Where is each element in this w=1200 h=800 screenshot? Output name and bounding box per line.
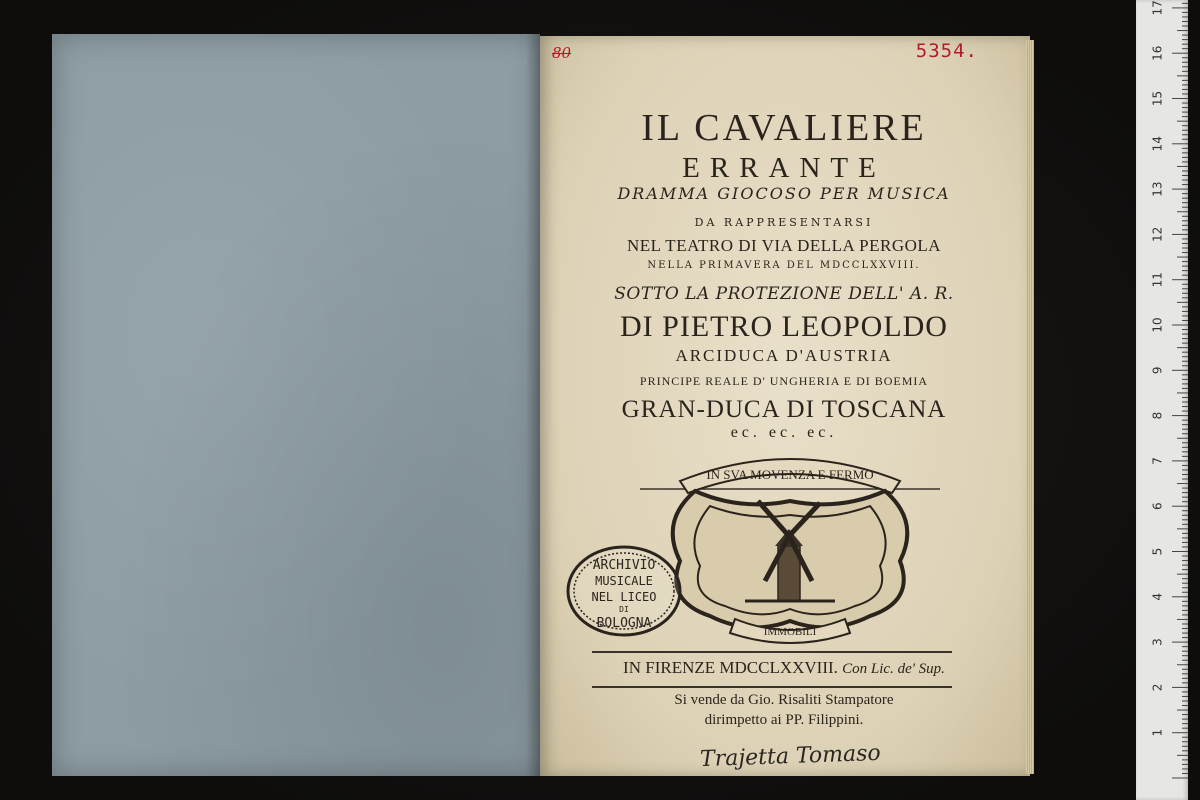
library-stamp [564, 541, 684, 641]
ruler-number: 10 [1150, 317, 1165, 333]
stamp-line-5: BOLOGNA [596, 616, 652, 631]
ruler-number: 13 [1150, 181, 1165, 197]
sheet-number: 80 [552, 44, 572, 62]
ruler-number: 3 [1150, 638, 1165, 646]
stamp-line-3: NEL LICEO [591, 590, 657, 604]
seller-line-1: Si vende da Gio. Risaliti Stampatore [674, 692, 894, 708]
subtitle: DRAMMA GIOCOSO PER MUSICA [617, 184, 951, 203]
blue-paper-cover [52, 34, 540, 776]
imprint-line [540, 658, 1028, 678]
handwritten-signature: Trajetta Tomaso [699, 740, 882, 773]
ruler-number: 7 [1150, 457, 1165, 465]
ruler-number: 5 [1150, 547, 1165, 556]
title-line-2: ERRANTE [682, 152, 886, 184]
ruler-number: 9 [1150, 366, 1165, 375]
ruler-number: 14 [1150, 136, 1165, 152]
stamp-line-2: MUSICALE [595, 574, 653, 588]
line-pietro-leopoldo: DI PIETRO LEOPOLDO [620, 310, 948, 343]
seller-line-2: dirimpetto ai PP. Filippini. [704, 712, 864, 728]
ruler-number: 4 [1150, 592, 1165, 601]
title-page [540, 36, 1028, 776]
emblem-motto-bottom: IMMOBILI [763, 626, 817, 638]
inventory-number: 5354. [915, 40, 978, 62]
ruler-number: 2 [1150, 683, 1165, 692]
page-edges [1026, 40, 1034, 774]
stamp-line-1: ARCHIVIO [592, 558, 656, 573]
imprint-license: Con Lic. de' Sup. [842, 661, 945, 677]
line-granduca: GRAN-DUCA DI TOSCANA [621, 396, 947, 423]
emblem-motto-top: IN SVA MOVENZA E FERMO [706, 467, 874, 482]
line-protezione: SOTTO LA PROTEZIONE DELL' A. R. [614, 284, 954, 304]
stamp-line-4: DI [619, 605, 629, 614]
ruler-number: 17 [1150, 0, 1165, 16]
line-principe: PRINCIPE REALE D' UNGHERIA E DI BOEMIA [639, 374, 929, 388]
ruler-number: 11 [1150, 272, 1165, 288]
line-ec: ec. ec. ec. [730, 424, 838, 441]
imprint-city: IN FIRENZE MDCCLXXVIII. [623, 658, 838, 677]
ruler-number: 8 [1150, 411, 1165, 420]
imprint-rule-top [592, 651, 952, 653]
title-line-1: IL CAVALIERE [641, 107, 927, 149]
ruler-number: 6 [1150, 502, 1165, 511]
line-primavera: NELLA PRIMAVERA DEL MDCCLXXVIII. [647, 260, 921, 271]
ruler-scale [1136, 0, 1188, 800]
line-arciduca: ARCIDUCA D'AUSTRIA [675, 346, 893, 365]
measuring-ruler [1136, 0, 1188, 800]
printer-emblem [640, 441, 940, 646]
line-teatro: NEL TEATRO DI VIA DELLA PERGOLA [626, 236, 942, 255]
imprint-rule-bottom [592, 686, 952, 688]
line-rappresentarsi: DA RAPPRESENTARSI [694, 216, 874, 229]
ruler-number: 16 [1150, 45, 1165, 61]
ruler-number: 1 [1150, 728, 1165, 737]
ruler-number: 12 [1150, 226, 1165, 243]
ruler-number: 15 [1150, 90, 1165, 107]
